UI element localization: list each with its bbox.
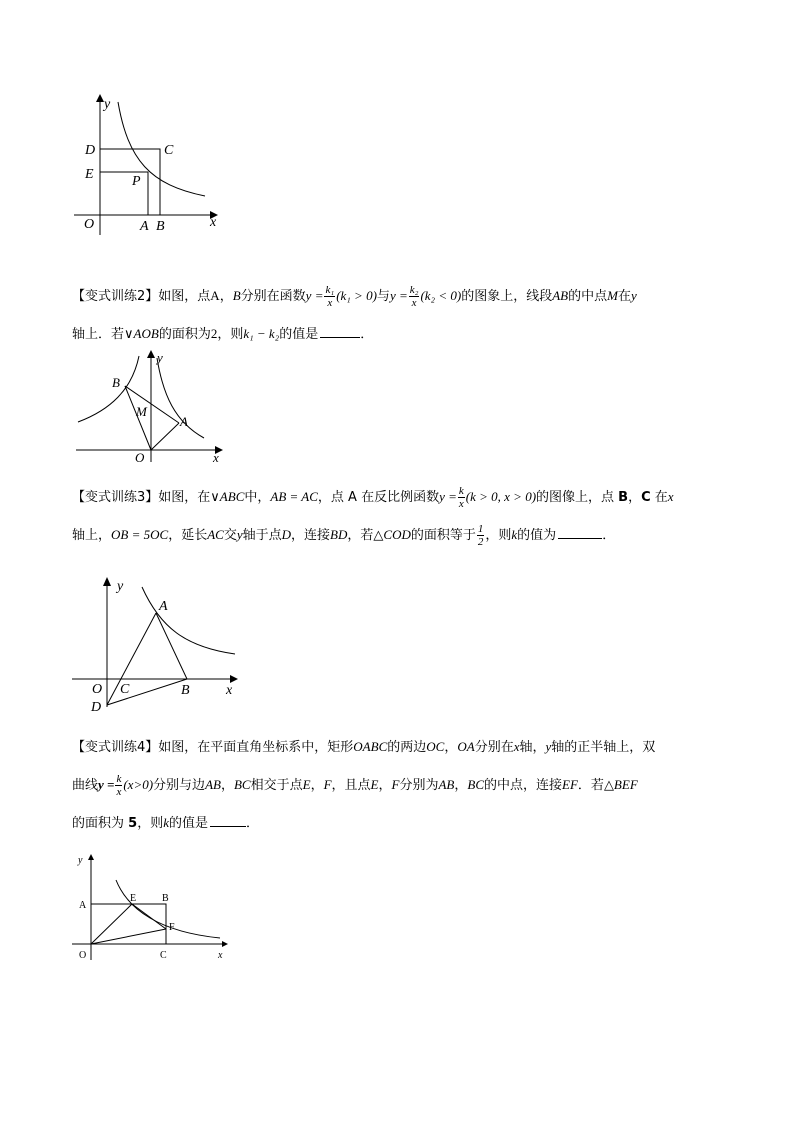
problem-4-line-1: 【变式训练4】如图，在平面直角坐标系中，矩形OABC的两边OC，OA分别在x轴，y轴的正半轴上，双 — [72, 739, 656, 755]
label-E: E — [130, 893, 137, 904]
y-axis-arrow — [103, 577, 111, 586]
label-O: O — [92, 682, 103, 697]
segment-OA — [151, 423, 179, 450]
fraction-one-half: $\frac{1}{2}$ — [477, 523, 484, 548]
label-B: B — [112, 375, 120, 390]
problem-4 — [72, 728, 727, 842]
label-y: y — [117, 579, 124, 594]
label-A: A — [159, 599, 168, 614]
label-x: x — [210, 215, 217, 230]
label-C: C — [120, 682, 130, 697]
y-axis-arrow — [96, 94, 104, 102]
answer-blank — [558, 538, 602, 539]
fraction-k-over-x: $\frac{k}{x}$ — [458, 485, 464, 510]
y-axis-arrow — [88, 854, 94, 860]
hyperbola-curve — [142, 587, 235, 654]
problem-3-line-1: 【变式训练3】如图，在∨ABC中，AB = AC，点 A 在反比例函数y = $\frac{k}{x}$ (k > 0, x > 0)的图像上，点 B，C 在x — [72, 485, 674, 510]
label-x: x — [226, 683, 233, 698]
fraction-k2-over-x: $\frac{\text{k₂}}{x}$ — [409, 284, 419, 309]
segment-AB — [156, 613, 187, 679]
problem-2-line-2: 轴上．若∨AOB的面积为2，则k₁ − k₂的值是 ． — [72, 326, 374, 342]
figure-2 — [70, 350, 230, 468]
segment-EF — [132, 904, 166, 929]
figure-4 — [70, 850, 235, 965]
label-O: O — [84, 217, 95, 232]
problem-3 — [72, 478, 727, 554]
label-C: C — [164, 143, 174, 158]
x-axis-arrow — [230, 675, 238, 683]
answer-blank — [210, 826, 246, 827]
figure-3 — [70, 572, 245, 722]
problem-2 — [72, 277, 727, 353]
problem-4-line-2: 曲线y = $\frac{k}{x}$ (x>0)分别与边AB，BC相交于点E，F，且点E，F分别为AB，BC的中点，连接EF．若△BEF — [72, 773, 638, 798]
label-A: A — [79, 900, 87, 911]
x-axis-arrow — [222, 941, 228, 947]
segment-OF — [91, 929, 166, 944]
answer-blank — [320, 337, 360, 338]
figure-1 — [60, 90, 240, 250]
label-O: O — [135, 450, 145, 465]
label-A: A — [140, 219, 149, 234]
label-y: y — [157, 350, 163, 365]
rectangle-OBCD — [100, 149, 160, 215]
fraction-k1-over-x: $\frac{\text{k₁}}{x}$ — [325, 284, 335, 309]
label-x: x — [218, 950, 223, 961]
fraction-k-over-x: $\frac{k}{x}$ — [116, 773, 122, 798]
label-y: y — [104, 97, 111, 112]
label-P: P — [132, 174, 141, 189]
label-A: A — [180, 414, 188, 429]
label-C: C — [160, 950, 167, 961]
problem-2-heading: 【变式训练2】 — [72, 289, 159, 304]
label-D: D — [91, 700, 102, 715]
label-x: x — [213, 450, 219, 465]
label-D: D — [85, 143, 96, 158]
label-O: O — [79, 950, 87, 961]
y-axis-arrow — [147, 350, 155, 358]
label-F: F — [169, 922, 175, 933]
label-B: B — [156, 219, 165, 234]
label-E: E — [85, 167, 94, 182]
rectangle-OABC — [91, 904, 166, 944]
problem-2-line-1: 【变式训练2】如图，点A，B分别在函数y = $\frac{\text{k₁}}{x}$ (k₁ > 0)与y = $\frac{\text{k₂}}{x}$ (k₂ < 0)的图象上，线段AB的中点M在y — [72, 284, 637, 309]
rectangle-OAPE — [100, 172, 148, 215]
problem-3-line-2: 轴上，OB = 5OC，延长AC交y轴于点D，连接BD，若△COD的面积等于 $\frac{1}{2}$ ，则k的值为 ． — [72, 523, 616, 548]
label-y: y — [78, 855, 83, 866]
label-B: B — [181, 683, 190, 698]
segment-OE — [91, 904, 132, 944]
problem-4-line-3: 的面积为 5，则k的值是 ． — [72, 815, 260, 831]
problem-3-heading: 【变式训练3】 — [72, 490, 159, 505]
hyperbola-curve — [116, 880, 220, 938]
label-M: M — [136, 404, 147, 419]
label-B: B — [162, 893, 169, 904]
problem-4-heading: 【变式训练4】 — [72, 740, 159, 755]
